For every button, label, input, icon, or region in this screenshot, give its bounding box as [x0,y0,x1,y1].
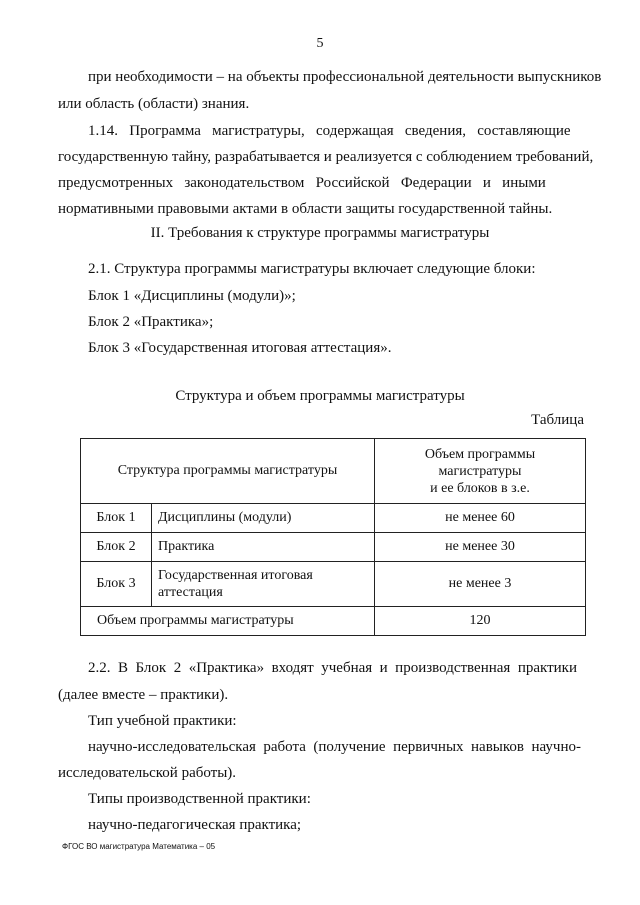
block-1-item: Блок 1 «Дисциплины (модули)»; [88,288,296,304]
educational-practice-type: Тип учебной практики: [88,713,237,729]
research-work-line: научно-исследовательская работа (получение первичных навыков научно- [88,739,581,755]
production-practice-types: Типы производственной практики: [88,791,311,807]
block-value-cell: не менее 60 [375,504,586,533]
paragraph-1-14-line: 1.14. Программа магистратуры, содержащая сведения, составляющие [88,123,571,139]
header-volume [375,439,586,504]
structure-table [80,438,586,636]
table-title: Структура и объем программы магистратуры [175,388,465,404]
paragraph-2-2-line: (далее вместе – практики). [58,687,229,703]
header-volume-line: Объем программы [424,446,536,462]
block-cell: Блок 3 [81,562,152,607]
block-value-cell: не менее 3 [375,562,586,607]
table-row [81,504,586,533]
block-cell: Блок 1 [81,504,152,533]
total-value-cell: 120 [375,607,586,636]
paragraph-line: при необходимости – на объекты профессиональной деятельности выпускников [88,69,602,85]
research-work-line: исследовательской работы). [58,765,237,781]
paragraph-2-2-line: 2.2. В Блок 2 «Практика» входят учебная и производственная практики [88,660,577,676]
pedagogical-practice: научно-педагогическая практика; [88,817,302,833]
block-name-cell: Практика [152,533,375,562]
table-label: Таблица [531,412,584,428]
block-name-cell: Государственная итоговая аттестация [152,562,375,607]
table-header-row [81,439,586,504]
paragraph-1-14-line: предусмотренных законодательством Российской Федерации и иными [58,175,546,191]
block-cell: Блок 2 [81,533,152,562]
page-number: 5 [316,36,324,51]
table-row [81,533,586,562]
table-row [81,562,586,607]
block-2-item: Блок 2 «Практика»; [88,314,214,330]
paragraph-2-1: 2.1. Структура программы магистратуры включает следующие блоки: [88,261,536,277]
paragraph-1-14-line: нормативными правовыми актами в области защиты государственной тайны. [58,201,553,217]
header-structure: Структура программы магистратуры [81,439,375,504]
paragraph-line: или область (области) знания. [58,96,250,112]
section-title: II. Требования к структуре программы магистратуры [150,225,490,241]
document-footer: ФГОС ВО магистратура Математика – 05 [62,842,216,851]
block-3-item: Блок 3 «Государственная итоговая аттестация». [88,340,392,356]
block-value-cell: не менее 30 [375,533,586,562]
header-volume-line: магистратуры [438,463,522,479]
header-volume-line: и ее блоков в з.е. [430,480,530,496]
table-total-row [81,607,586,636]
total-label-cell: Объем программы магистратуры [81,607,375,636]
paragraph-1-14-line: государственную тайну, разрабатывается и реализуется с соблюдением требований, [58,149,594,165]
block-name-cell: Дисциплины (модули) [152,504,375,533]
